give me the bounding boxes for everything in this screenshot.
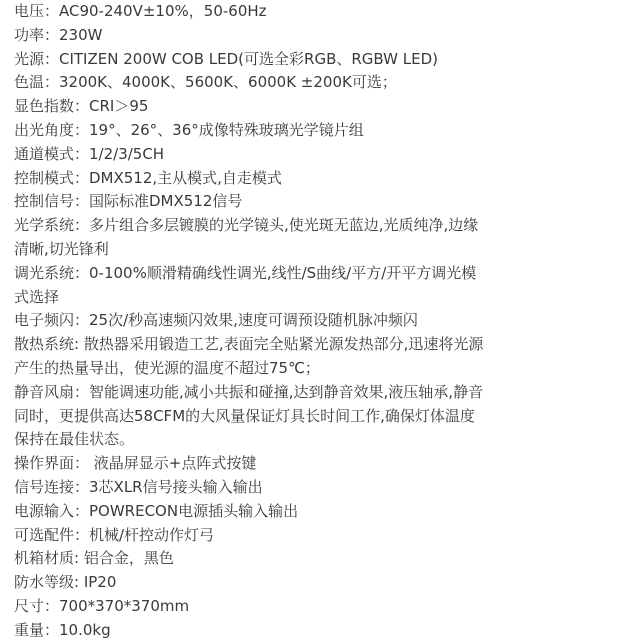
spec-strobe: 电子频闪：25次/秒高速频闪效果,速度可调预设随机脉冲频闪 <box>14 311 418 330</box>
spec-power: 功率：230W <box>14 25 103 44</box>
spec-color-temp: 色温：3200K、4000K、5600K、6000K ±200K可选； <box>14 73 397 92</box>
spec-cri: 显色指数：CRI＞95 <box>14 97 149 116</box>
spec-control-mode: 控制模式：DMX512,主从模式,自走模式 <box>14 168 282 187</box>
spec-housing-material: 机箱材质: 铝合金，黑色 <box>14 549 174 568</box>
spec-dimming-system: 调光系统：0-100%顺滑精确线性调光,线性/S曲线/平方/开平方调光模式选择 <box>14 263 477 306</box>
spec-power-input: 电源输入：POWRECON电源插头输入输出 <box>14 501 299 520</box>
spec-weight: 重量：10.0kg <box>14 620 111 639</box>
spec-beam-angle: 出光角度：19°、26°、36°成像特殊玻璃光学镜片组 <box>14 120 364 139</box>
spec-interface: 操作界面： 液晶屏显示+点阵式按键 <box>14 454 257 473</box>
spec-light-source: 光源：CITIZEN 200W COB LED(可选全彩RGB、RGBW LED) <box>14 49 439 68</box>
spec-waterproof: 防水等级: IP20 <box>14 573 117 592</box>
spec-sheet <box>14 0 494 643</box>
spec-cooling-system: 散热系统: 散热器采用锻造工艺,表面完全贴紧光源发热部分,迅速将光源产生的热量导出，使光源的温度不超过75℃； <box>14 335 484 377</box>
spec-voltage: 电压：AC90-240V±10%，50-60Hz <box>14 2 267 20</box>
spec-dimensions: 尺寸：700*370*370mm <box>14 596 190 615</box>
spec-silent-fan: 静音风扇：智能调速功能,减小共振和碰撞,达到静音效果,液压轴承,静音同时，更提供高达58CFM的大风量保证灯具长时间工作,确保灯体温度保持在最佳状态。 <box>14 382 484 449</box>
spec-control-signal: 控制信号：国际标准DMX512信号 <box>14 192 243 211</box>
spec-accessories: 可选配件：机械/杆控动作灯弓 <box>14 525 215 544</box>
spec-signal-connection: 信号连接：3芯XLR信号接头输入输出 <box>14 477 263 496</box>
spec-optical-system: 光学系统：多片组合多层镀膜的光学镜头,使光斑无蓝边,光质纯净,边缘清晰,切光锋利 <box>14 216 479 258</box>
spec-channel-mode: 通道模式：1/2/3/5CH <box>14 144 165 163</box>
